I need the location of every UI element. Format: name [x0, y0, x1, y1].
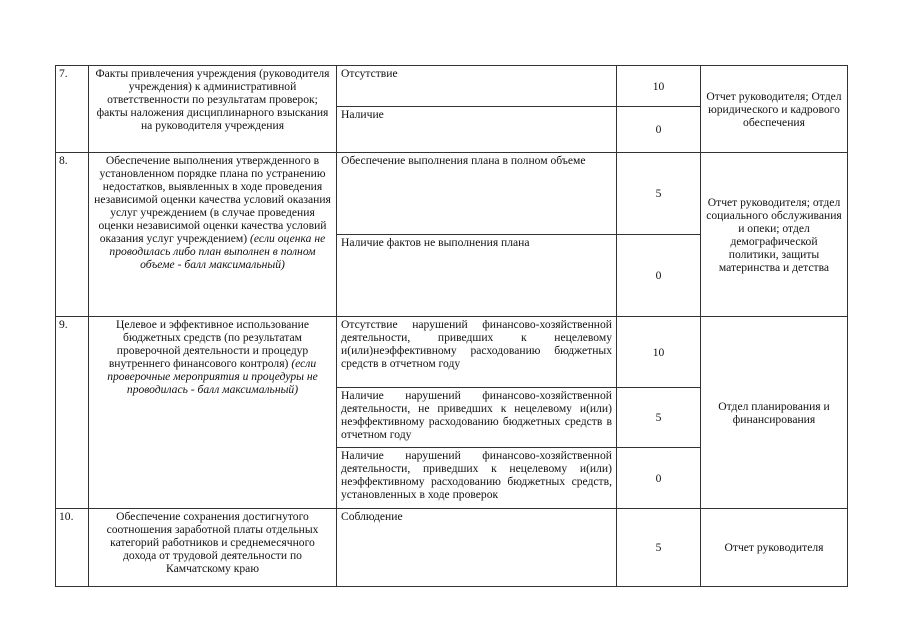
row-number: 10. [56, 509, 89, 587]
criterion-name [89, 66, 337, 153]
row-number: 8. [56, 153, 89, 317]
option-text: Наличие фактов не выполнения плана [337, 235, 617, 317]
source-cell: Отчет руководителя; отдел социального обслуживания и опеки; отдел демографической политики, защиты материнства и детства [701, 153, 848, 317]
row-number: 9. [56, 317, 89, 509]
criterion-name [89, 317, 337, 509]
table-row [56, 317, 848, 388]
table-row [56, 509, 848, 587]
option-text: Отсутствие [337, 66, 617, 107]
option-points: 5 [617, 153, 701, 235]
criterion-name [89, 509, 337, 587]
source-cell: Отчет руководителя; Отдел юридического и кадрового обеспечения [701, 66, 848, 153]
table-row [56, 66, 848, 107]
option-points: 10 [617, 317, 701, 388]
criterion-note: (если проверочные мероприятия и процедуры не проводилась - балл максимальный) [107, 357, 318, 396]
option-points: 5 [617, 388, 701, 448]
option-text: Отсутствие нарушений финансово-хозяйственной деятельности, приведших к нецелевому и(или)неэффективному расходованию бюджетных средств в отчетном году [337, 317, 617, 388]
criterion-text: Обеспечение сохранения достигнутого соотношения заработной платы отдельных категорий работников и среднемесячного дохода от трудовой деятельности по Камчатскому краю [106, 510, 319, 575]
option-points: 0 [617, 235, 701, 317]
criterion-text: Факты привлечения учреждения (руководителя учреждения) к административной ответственности по результатам проверок; факты наложения дисциплинарного взыскания на руководителя учреждения [95, 67, 330, 132]
option-text: Соблюдение [337, 509, 617, 587]
option-points: 10 [617, 66, 701, 107]
source-cell: Отчет руководителя [701, 509, 848, 587]
row-number: 7. [56, 66, 89, 153]
criterion-text: Обеспечение выполнения утвержденного в установленном порядке плана по устранению недостатков, выявленных в ходе проведения независимой оценки качества условий оказания услуг учреждением (в случае проведения оценки независимой оценки качества условий оказания услуг учреждением) [94, 154, 331, 245]
option-text: Наличие [337, 107, 617, 153]
option-points: 5 [617, 509, 701, 587]
source-cell: Отдел планирования и финансирования [701, 317, 848, 509]
table-row [56, 153, 848, 235]
criterion-name [89, 153, 337, 317]
option-text: Наличие нарушений финансово-хозяйственной деятельности, не приведших к нецелевому и(или) неэффективному расходованию бюджетных средств в отчетном году [337, 388, 617, 448]
option-points: 0 [617, 107, 701, 153]
criterion-note: (если оценка не проводилась либо план выполнен в полном объеме - балл максимальный) [109, 232, 326, 271]
option-points: 0 [617, 448, 701, 509]
criteria-table [55, 65, 848, 587]
option-text: Обеспечение выполнения плана в полном объеме [337, 153, 617, 235]
option-text: Наличие нарушений финансово-хозяйственной деятельности, приведших к нецелевому и(или) неэффективному расходованию бюджетных средств, установленных в ходе проверок [337, 448, 617, 509]
criterion-text: Целевое и эффективное использование бюджетных средств (по результатам проверочной деятельности и процедур внутреннего финансового контроля) [108, 318, 309, 370]
